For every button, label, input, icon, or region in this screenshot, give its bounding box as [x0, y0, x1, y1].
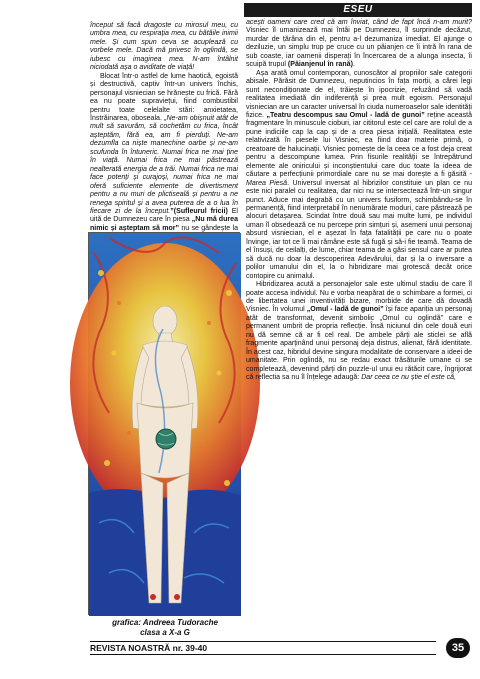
caption-class: clasa a X-a G	[140, 628, 190, 637]
painting-illustration	[89, 233, 241, 616]
quote-text: Dar ceea ce nu știe el este că,	[361, 374, 456, 382]
play-title: Marea Piesă	[246, 179, 288, 187]
body-text: Așa arată omul contemporan, cunoscător al propriilor sale categorii abisale. Părăsit de Dumnezeu, neputincios în fața morții, a cărei legi sunt necondiționate de el, trăiește în ipocrizie, refuzând să vadă realitatea imediată din indiferență și prea mult egoism. Personajul visniecian are un caracter universal în ciuda numeroaselor sale identități fizice.	[246, 69, 472, 119]
play-title: ”(Sufleurul fricii)	[170, 207, 228, 215]
play-title: „Nu mă durea nimic și așteptam să mor”	[90, 216, 238, 232]
page-number: 35	[446, 638, 470, 658]
right-paragraph-2	[246, 70, 472, 281]
body-text: Hibridizarea acută a personajelor sale este ultimul stadiu de care îl poate accesa individul. Nu e vorba neapărat de o schimbare a formei, ci de libertatea unei inventivități bizare, morbide de care dă dovadă Visniec. În volumul	[246, 281, 472, 314]
play-title: „Teatru descompus sau Omul - ladă de gunoi”	[266, 111, 425, 119]
play-title: „Omul - ladă de gunoi”	[306, 306, 384, 314]
left-paragraph-1	[90, 22, 238, 73]
magazine-name: REVISTA NOASTRĂ nr. 39-40	[90, 643, 208, 653]
body-text: El uită de Dumnezeu care în piesa	[90, 207, 238, 224]
right-column	[246, 19, 472, 649]
globe-icon	[156, 429, 176, 449]
left-column	[90, 22, 238, 232]
body-text: reține această fragmentare în minuscule cioburi, iar cititorul este cel care are rolul de a pune indiciile cap la cap și de a crea piesa inițială. Realitatea este relativizată în piesele lui Visniec, ea fiind doar materie primă, o creatoare de halucinații. Visniec pornește de la ceea ce a fost deja creat pentru a descompune lumea. Prin fisurile realității se întrepătrund elemente ale oniricului și inconștientului care duc toate la ideea de căutare a perfecțiunii primordiale care nu se mai dorește a fi găsită -	[246, 111, 472, 179]
quote-text: acești oameni care cred că am înviat, când de fapt încă n-am murit?	[246, 19, 472, 26]
quote-text: „Ne-am obișnuit atât de mult să savurăm, să cochetăm cu frica, încât așteptăm, fără ea, am fi pierduți. Ne-am dezumfla ca niște manechine oarbe și ne-am scufunda în întuneric. Numai frica ne mai ține în viață. Numai frica ne mai păstrează nealterată energia de a trăi. Numai frica ne mai face potenți și curajoși, numai frica ne mai oferă suficiente elemente de divertisment pentru a nu muri de plictiseală și pentru a ne renega spiritul și a avea puterea de a o lua în fiecare zi de la început.	[90, 114, 238, 215]
artwork-caption	[90, 618, 240, 638]
body-text: nu se gândește la	[181, 224, 239, 232]
section-tag: ESEU	[244, 3, 472, 17]
quote-text: început să facă dragoste cu mirosul meu, cu umbra mea, cu respirația mea, cu bătăile inimii mele. Și cum spun ceva se acuplează cu vorbele mele. Dacă mă privesc în oglindă, se iubesc cu imaginea mea. N-am întâlnit niciodată așa o aviditate de viață!	[90, 22, 238, 72]
body-text: Blocat într-o astfel de lume haotică, egoistă și destructivă, captiv într-un univers închis, personajul visniecian se hrănește cu frică. Fără ea nu poate supraviețui, fiind combustibil pentru toate celelalte stări: anxietatea, înstrăinarea, oboseala.	[90, 72, 238, 122]
caption-author: grafica: Andreea Tudorache	[112, 618, 218, 627]
play-title: (Păianjenul în rană)	[287, 61, 353, 69]
body-text: își face apariția un personaj atât de transformat, devenit simbolic „Omul cu oglindă” care e permanent umbrit de propria reflecție. Însă niciunul din cele două euri nu dă semne că ar fi cel real. De ambele părți ale sticlei se află fragmente aparținând unui personaj deja distrus, alienat, fără identitate. În acest caz, hibridul devine singura modalitate de conservare a ideei de umanitate. Prin oglindă, nu se redau exact trăsăturile umane ci se completează, devenind părți din puzzle-ul unui eu rătăcit care, îngrijorat că reflectia sa nu îl înțelege adaugă:	[246, 306, 472, 382]
right-paragraph-3	[246, 281, 472, 382]
body-text: .	[352, 61, 355, 69]
artwork-painting	[88, 232, 240, 615]
body-text: . Universul inversat al hibrizilor constituie un plan ce nu este nici paralel cu realitatea, dar nici nu se intersectează într-un singur punct. Aduce mai degrabă cu un univers fusiform, schimbându-se în permanență, fiind interpretabil în nenumărate moduri, care păstrează pe alocuri detașarea. Scindat între două sau mai multe lumi, pe individul uman îl obsedează ce nu percepe prin simțuri și, asemeni unui personaj absurd visniecian, el e așezat în fața fatalității pe care nu o poate învinge, iar tot ce îi mai rămâne este să fugă și să-i fie teamă. Teama de el însuși, de ceilalți, de lume, chiar teama de a găsi sensul care ar putea să ducă nu doar la descoperirea Adevărului, dar și la o inversare a polilor umanului din el, la o hibridizare mai grotescă decât orice contopire cu animalul.	[246, 179, 473, 280]
body-text: Visniec îl umanizează mai întâi pe Dumnezeu, îl surprinde decăzut, murdar de țărâna din el, pentru a-l dezumaniza imediat. El ajunge o deziluzie, un simplu trup pe cruce cu un păianjen ce îi intră în rana de sub coaste, iar oamenii disperați în încercarea de a alunga insecta, îi scuipă trupul	[246, 27, 472, 69]
right-paragraph-1	[246, 19, 472, 70]
